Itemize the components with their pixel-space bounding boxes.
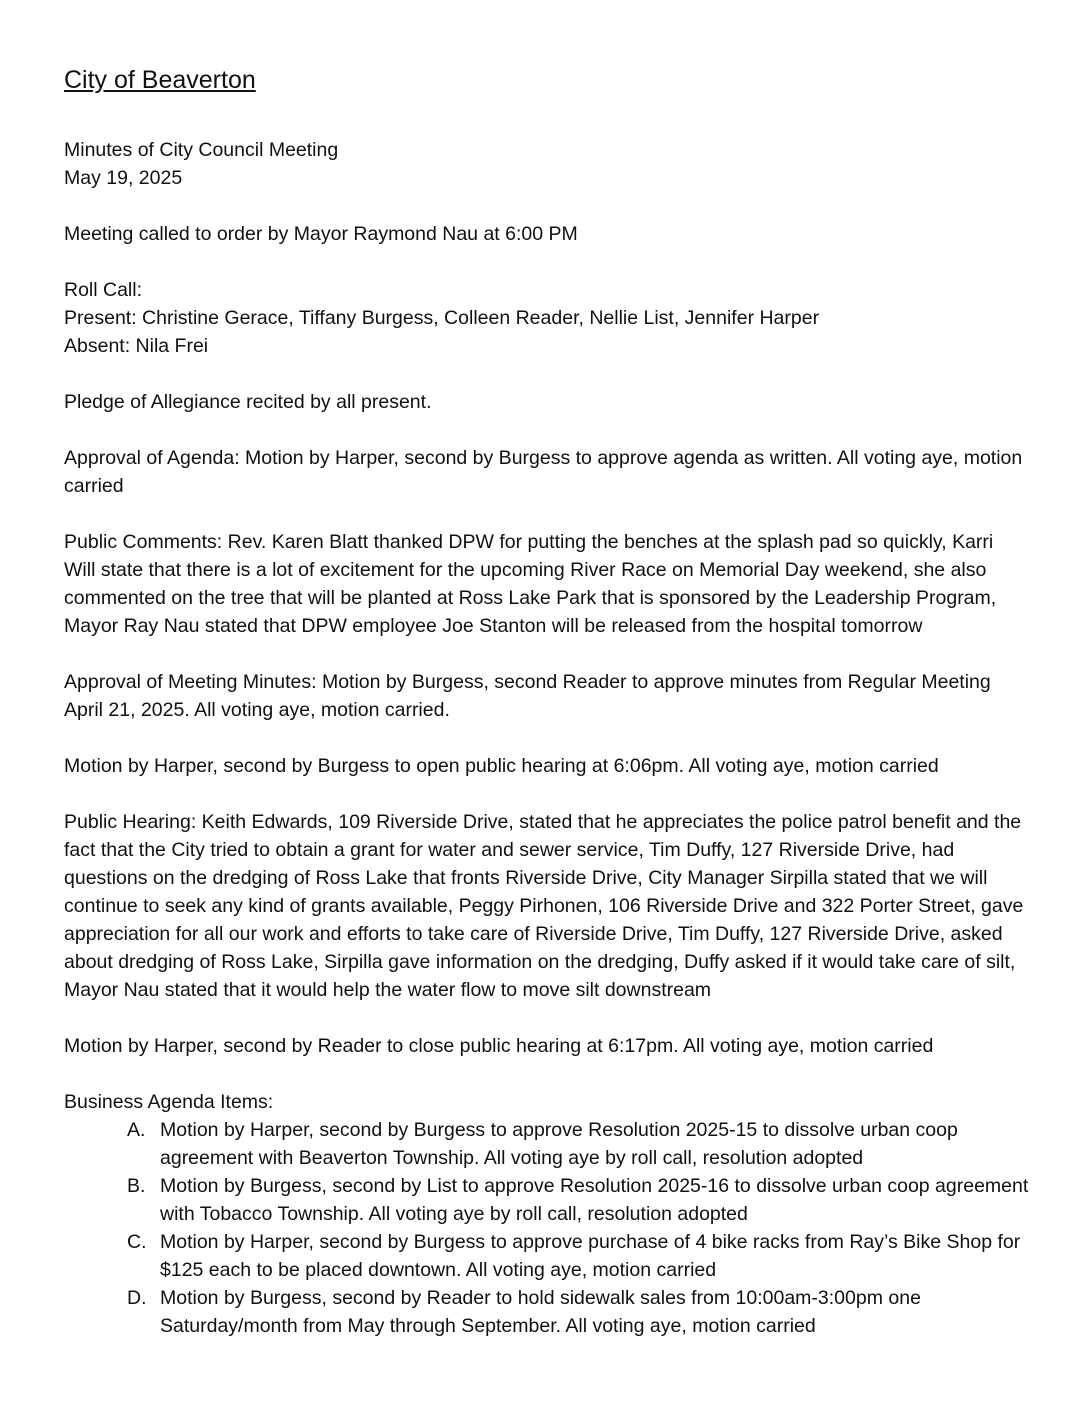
- public-hearing: Public Hearing: Keith Edwards, 109 Riverside Drive, stated that he appreciates the police patrol benefit and the fact that the City tried to obtain a grant for water and sewer service, Tim Duffy, 127 Riverside Drive, had questions on the dredging of Ross Lake that fronts Riverside Drive, City Manager Sirpilla stated that we will continue to seek any kind of grants available, Peggy Pirhonen, 106 Riverside Drive and 322 Porter Street, gave appreciation for all our work and efforts to take care of Riverside Drive, Tim Duffy, 127 Riverside Drive, asked about dredging of Ross Lake, Sirpilla gave information on the dredging, Duffy asked if it would take care of silt, Mayor Nau stated that it would help the water flow to move silt downstream: [64, 811, 1024, 1001]
- list-item-text: Motion by Harper, second by Burgess to approve purchase of 4 bike racks from Ray’s Bike Shop for $125 each to be placed downtown. All voting aye, motion carried: [160, 1231, 1021, 1281]
- close-public-hearing: Motion by Harper, second by Reader to close public hearing at 6:17pm. All voting aye, motion carried: [64, 1035, 934, 1057]
- meeting-header: [64, 136, 1029, 192]
- list-item-text: Motion by Burgess, second by List to approve Resolution 2025-16 to dissolve urban coop agreement with Tobacco Township. All voting aye by roll call, resolution adopted: [160, 1175, 1029, 1225]
- roll-call-absent: Absent: Nila Frei: [64, 335, 209, 357]
- list-item: [64, 1228, 1029, 1284]
- list-item-marker: C.: [127, 1231, 147, 1253]
- list-item-marker: B.: [127, 1175, 146, 1197]
- public-comments: Public Comments: Rev. Karen Blatt thanked DPW for putting the benches at the splash pad so quickly, Karri Will state that there is a lot of excitement for the upcoming River Race on Memorial Day weekend, she also commented on the tree that will be planted at Ross Lake Park that is sponsored by the Leadership Program, Mayor Ray Nau stated that DPW employee Joe Stanton will be released from the hospital tomorrow: [64, 531, 997, 637]
- approval-of-minutes: Approval of Meeting Minutes: Motion by Burgess, second Reader to approve minutes from Regular Meeting April 21, 2025. All voting aye, motion carried.: [64, 671, 991, 721]
- list-item: [64, 1116, 1029, 1172]
- roll-call: [64, 276, 1029, 360]
- document-title: City of Beaverton: [64, 66, 256, 94]
- meeting-subtitle: Minutes of City Council Meeting: [64, 139, 339, 161]
- business-agenda-label: Business Agenda Items:: [64, 1091, 274, 1113]
- list-item-marker: A.: [127, 1119, 146, 1141]
- pledge: Pledge of Allegiance recited by all present.: [64, 391, 432, 413]
- document-page: [64, 62, 1029, 1340]
- list-item: [64, 1172, 1029, 1228]
- call-to-order: Meeting called to order by Mayor Raymond Nau at 6:00 PM: [64, 223, 578, 245]
- open-public-hearing: Motion by Harper, second by Burgess to open public hearing at 6:06pm. All voting aye, motion carried: [64, 755, 939, 777]
- meeting-date: May 19, 2025: [64, 167, 183, 189]
- approval-of-agenda: Approval of Agenda: Motion by Harper, second by Burgess to approve agenda as written. All voting aye, motion carried: [64, 447, 1023, 497]
- roll-call-label: Roll Call:: [64, 279, 143, 301]
- list-item-text: Motion by Burgess, second by Reader to hold sidewalk sales from 10:00am-3:00pm one Saturday/month from May through September. All voting aye, motion carried: [160, 1287, 921, 1337]
- business-agenda-list: [64, 1116, 1029, 1340]
- list-item-marker: D.: [127, 1287, 147, 1309]
- business-agenda: [64, 1088, 1029, 1340]
- roll-call-present: Present: Christine Gerace, Tiffany Burgess, Colleen Reader, Nellie List, Jennifer Harper: [64, 307, 820, 329]
- list-item: [64, 1284, 1029, 1340]
- list-item-text: Motion by Harper, second by Burgess to approve Resolution 2025-15 to dissolve urban coop agreement with Beaverton Township. All voting aye by roll call, resolution adopted: [160, 1119, 958, 1169]
